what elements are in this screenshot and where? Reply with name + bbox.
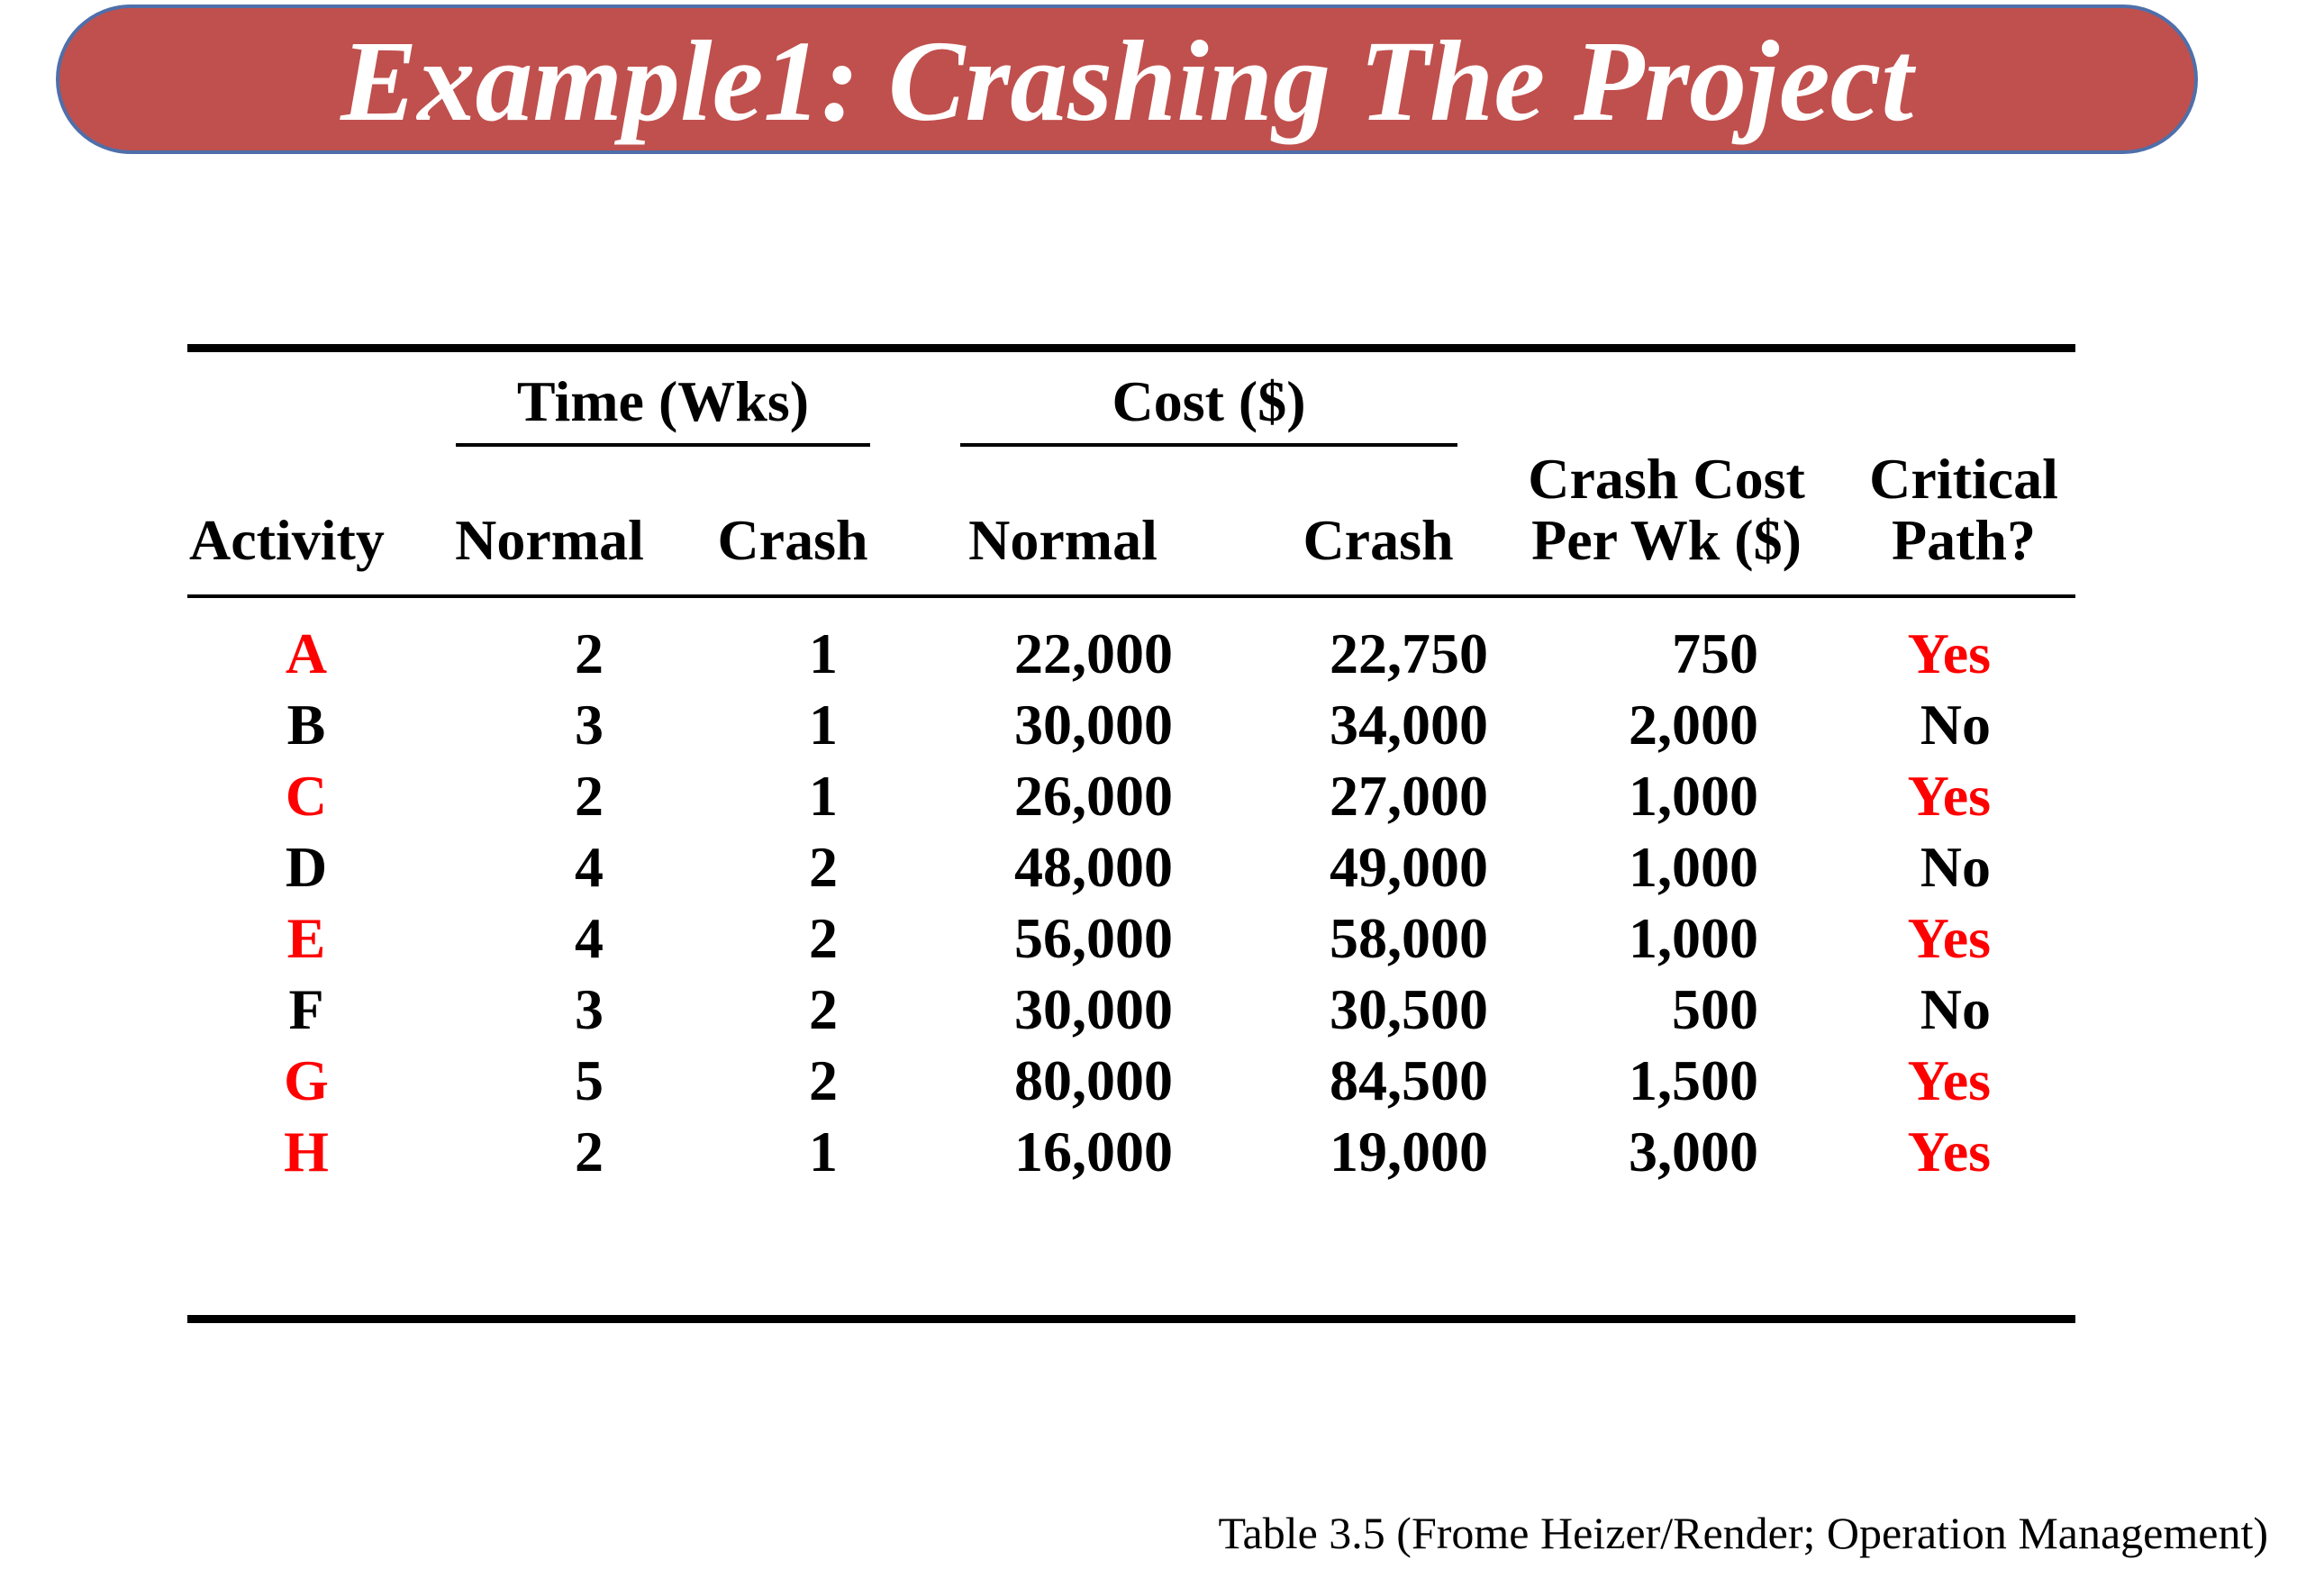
cell-time-normal: 3: [575, 977, 604, 1041]
group-rule-cost: [960, 443, 1457, 447]
table-top-rule: [187, 344, 2075, 352]
cell-activity: D: [285, 835, 328, 899]
cell-cost-crash: 49,000: [1330, 835, 1488, 899]
cell-crash-cost-per-wk: 2,000: [1629, 693, 1758, 757]
column-header-cost-normal: Normal: [968, 508, 1158, 572]
cell-cost-crash: 34,000: [1330, 693, 1488, 757]
table-bottom-rule: [187, 1315, 2075, 1323]
cell-critical-path: No: [1920, 693, 1991, 757]
cell-time-crash: 1: [809, 693, 838, 757]
column-header-critical-line2: Path?: [1892, 508, 2036, 572]
cell-time-normal: 2: [575, 764, 604, 828]
cell-cost-crash: 58,000: [1330, 906, 1488, 970]
cell-crash-cost-per-wk: 1,500: [1629, 1048, 1758, 1112]
group-header-time: Time (Wks): [516, 369, 810, 433]
column-header-time-crash: Crash: [717, 508, 868, 572]
cell-activity: B: [286, 693, 326, 757]
cell-activity: G: [284, 1048, 329, 1112]
cell-critical-path: No: [1920, 835, 1991, 899]
cell-critical-path: Yes: [1907, 1120, 1991, 1183]
cell-time-crash: 2: [809, 1048, 838, 1112]
cell-cost-normal: 30,000: [1014, 693, 1173, 757]
cell-time-normal: 3: [575, 693, 604, 757]
cell-activity: E: [286, 906, 326, 970]
table-caption: Table 3.5 (Frome Heizer/Render; Operation Management): [1218, 1508, 2268, 1558]
table-row: [0, 1045, 2306, 1116]
cell-cost-normal: 56,000: [1014, 906, 1173, 970]
cell-cost-normal: 80,000: [1014, 1048, 1173, 1112]
cell-cost-crash: 27,000: [1330, 764, 1488, 828]
cell-cost-crash: 84,500: [1330, 1048, 1488, 1112]
cell-time-normal: 2: [575, 1120, 604, 1183]
column-header-crash-cost-line1: Crash Cost: [1528, 447, 1805, 511]
cell-critical-path: Yes: [1907, 906, 1991, 970]
title-banner: [56, 5, 2198, 154]
cell-time-crash: 2: [809, 835, 838, 899]
table-header-rule: [187, 594, 2075, 598]
cell-critical-path: Yes: [1907, 1048, 1991, 1112]
cell-crash-cost-per-wk: 1,000: [1629, 835, 1758, 899]
cell-crash-cost-per-wk: 3,000: [1629, 1120, 1758, 1183]
cell-time-normal: 2: [575, 621, 604, 685]
table-row: [0, 760, 2306, 831]
cell-activity: A: [285, 621, 328, 685]
table-body: [0, 618, 2306, 1187]
cell-time-normal: 4: [575, 835, 604, 899]
cell-cost-crash: 30,500: [1330, 977, 1488, 1041]
table-row: [0, 831, 2306, 902]
cell-cost-crash: 19,000: [1330, 1120, 1488, 1183]
cell-time-crash: 2: [809, 906, 838, 970]
cell-time-crash: 2: [809, 977, 838, 1041]
table-row: [0, 689, 2306, 760]
cell-cost-normal: 22,000: [1014, 621, 1173, 685]
column-header-critical-line1: Critical: [1869, 447, 2058, 511]
table-row: [0, 902, 2306, 974]
column-header-activity: Activity: [189, 508, 385, 572]
cell-time-crash: 1: [809, 621, 838, 685]
table-row: [0, 1116, 2306, 1187]
cell-crash-cost-per-wk: 500: [1672, 977, 1758, 1041]
cell-cost-normal: 48,000: [1014, 835, 1173, 899]
cell-time-crash: 1: [809, 764, 838, 828]
cell-critical-path: Yes: [1907, 764, 1991, 828]
column-header-time-normal: Normal: [455, 508, 644, 572]
cell-crash-cost-per-wk: 750: [1672, 621, 1758, 685]
cell-activity: F: [288, 977, 324, 1041]
cell-critical-path: No: [1920, 977, 1991, 1041]
cell-time-crash: 1: [809, 1120, 838, 1183]
cell-cost-normal: 16,000: [1014, 1120, 1173, 1183]
cell-cost-crash: 22,750: [1330, 621, 1488, 685]
cell-crash-cost-per-wk: 1,000: [1629, 764, 1758, 828]
table-row: [0, 618, 2306, 689]
column-header-crash-cost-line2: Per Wk ($): [1531, 508, 1802, 572]
group-rule-time: [456, 443, 870, 447]
cell-critical-path: Yes: [1907, 621, 1991, 685]
cell-cost-normal: 30,000: [1014, 977, 1173, 1041]
cell-time-normal: 4: [575, 906, 604, 970]
column-header-cost-crash: Crash: [1303, 508, 1454, 572]
table-row: [0, 974, 2306, 1045]
cell-activity: C: [285, 764, 328, 828]
cell-crash-cost-per-wk: 1,000: [1629, 906, 1758, 970]
cell-cost-normal: 26,000: [1014, 764, 1173, 828]
cell-time-normal: 5: [575, 1048, 604, 1112]
group-header-cost: Cost ($): [1112, 369, 1306, 433]
page-title: Example1: Crashing The Project: [340, 17, 1913, 145]
cell-activity: H: [284, 1120, 329, 1183]
